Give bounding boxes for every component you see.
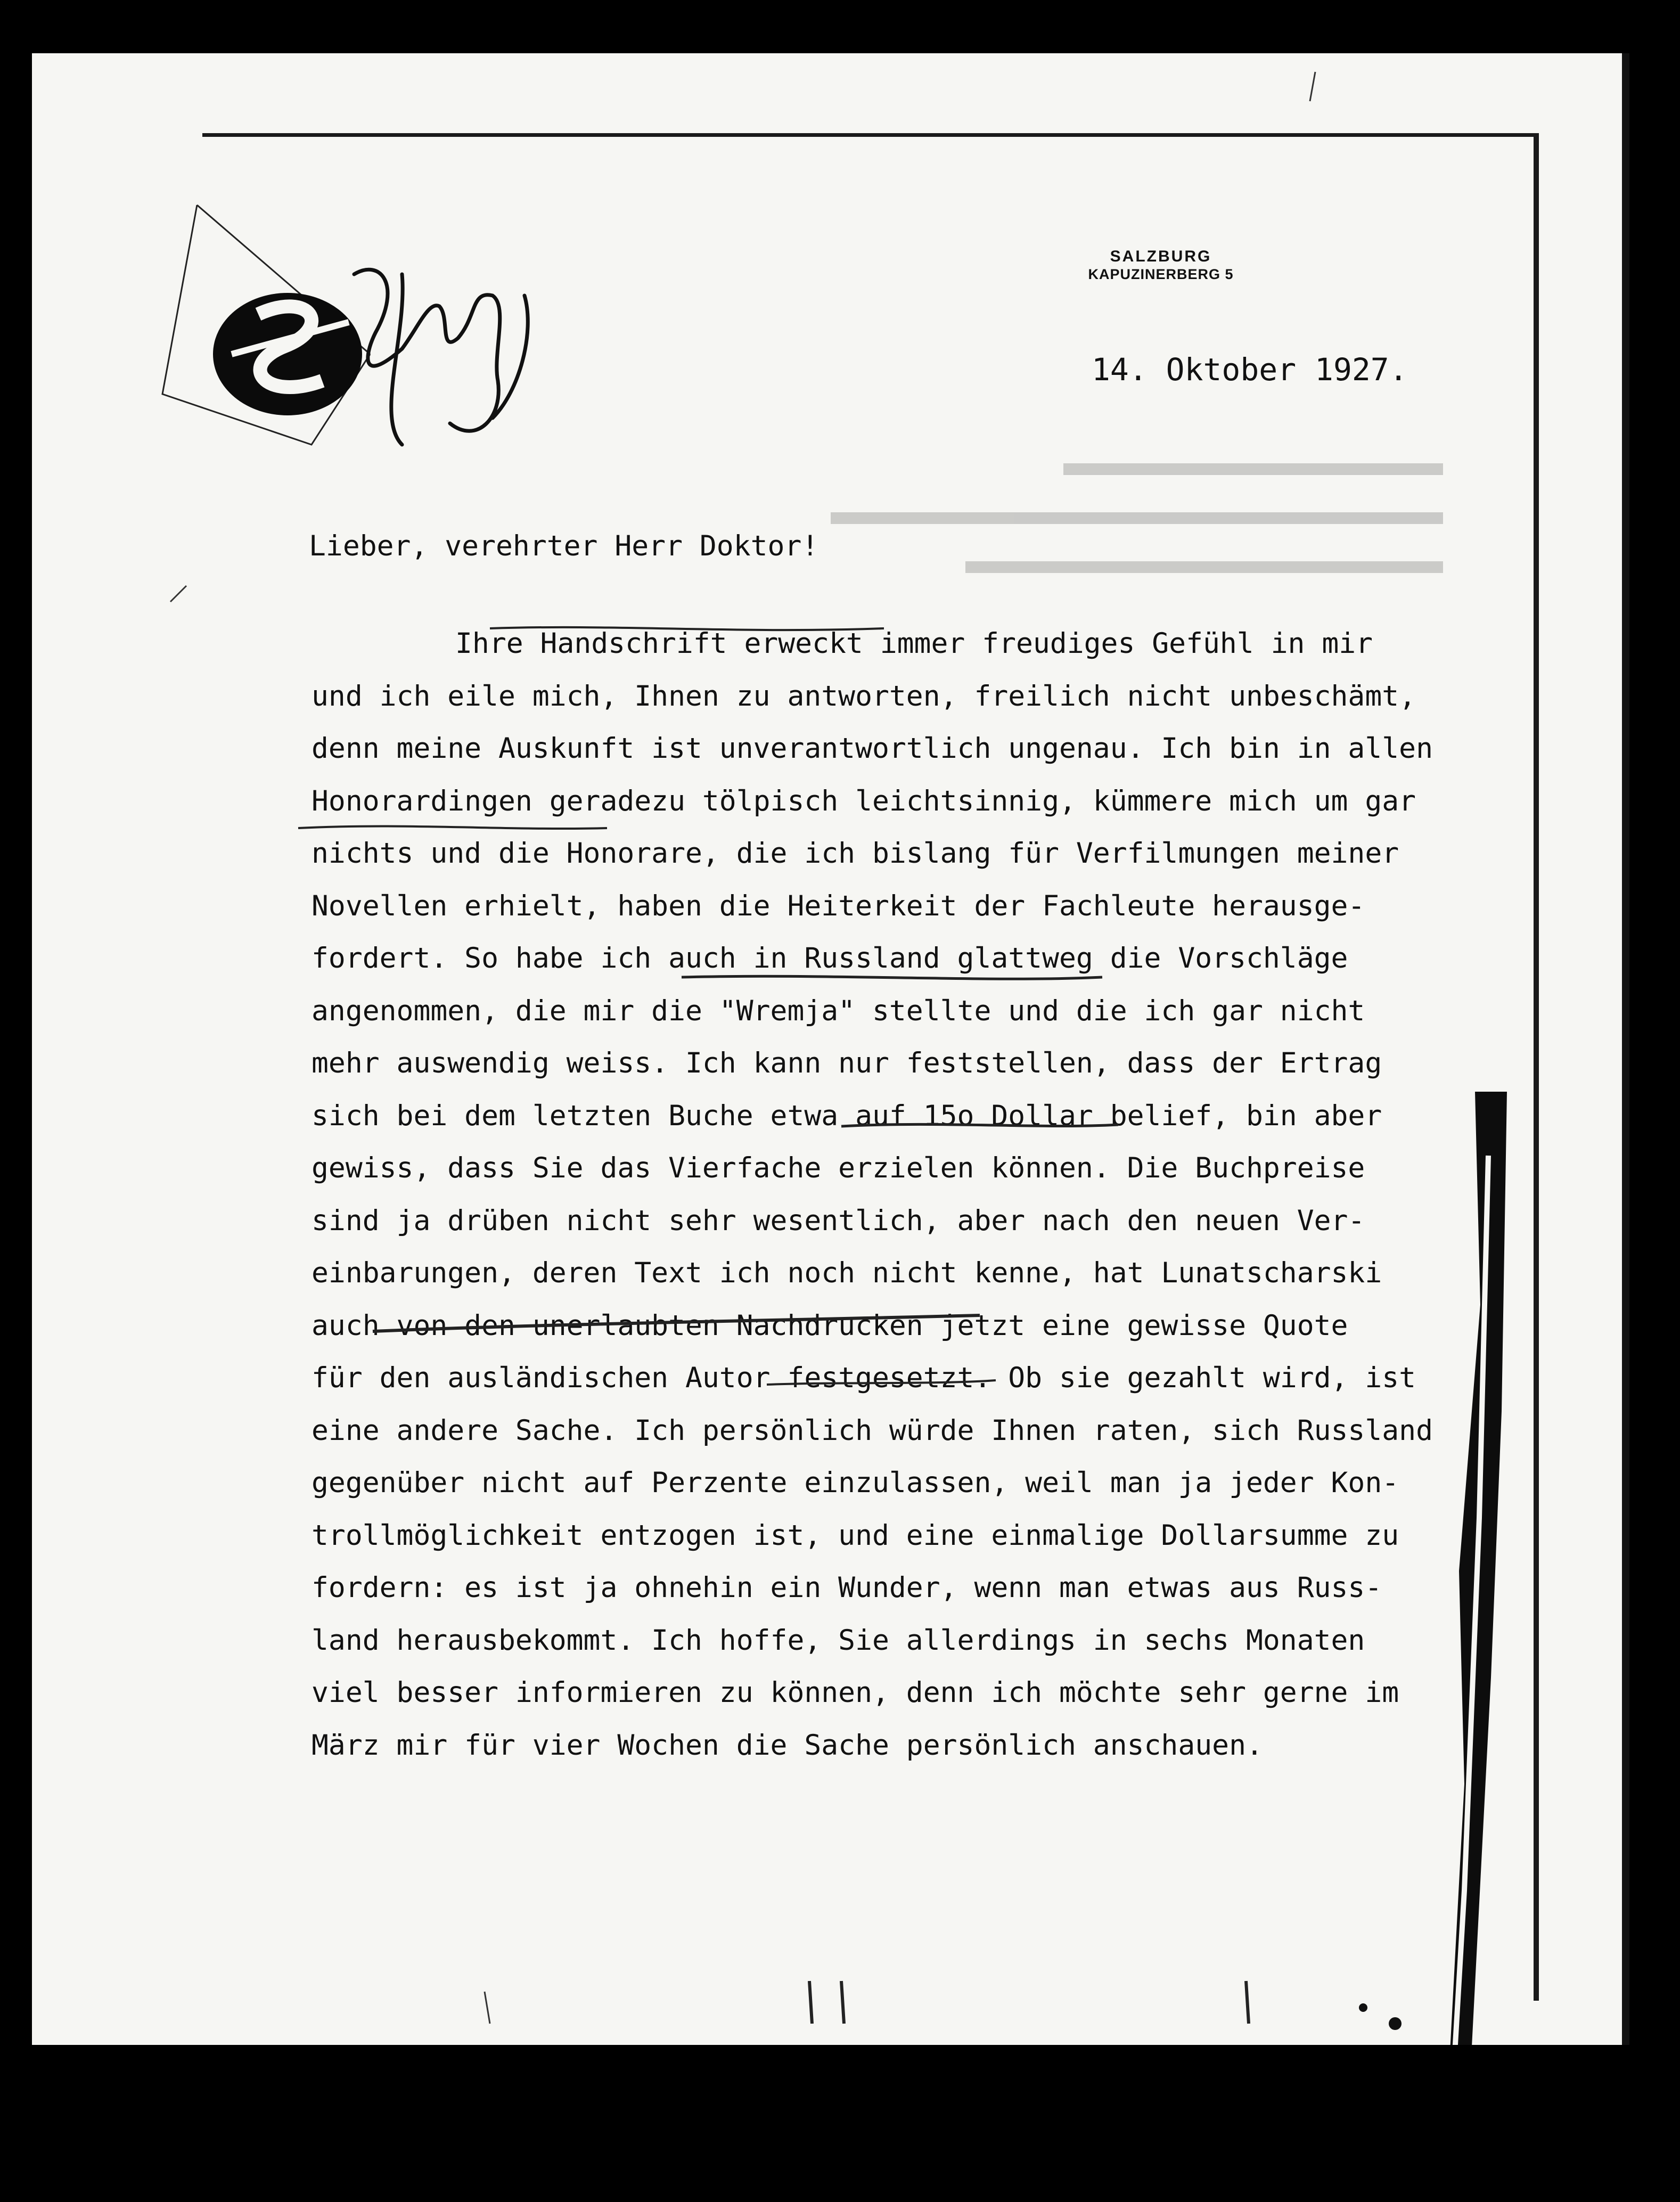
letter-page <box>32 53 1629 2045</box>
body-line: denn meine Auskunft ist unverantwortlich ungenau. Ich bin in allen <box>312 732 1433 765</box>
body-line: einbarungen, deren Text ich noch nicht kenne, hat Lunatscharski <box>312 1257 1382 1289</box>
body-line: fordern: es ist ja ohnehin ein Wunder, wenn man etwas aus Russ- <box>312 1571 1382 1604</box>
bleed-through-text <box>831 463 1443 612</box>
body-line: viel besser informieren zu können, denn ich möchte sehr gerne im <box>312 1676 1399 1709</box>
body-line: auch von den unerlaubten Nachdrucken jetzt eine gewisse Quote <box>312 1309 1348 1342</box>
body-line: März mir für vier Wochen die Sache persönlich anschauen. <box>312 1729 1263 1762</box>
letter-body <box>312 618 1456 1772</box>
body-line: sich bei dem letzten Buche etwa auf 15o Dollar belief, bin aber <box>312 1099 1382 1132</box>
body-line: sind ja drüben nicht sehr wesentlich, aber nach den neuen Ver- <box>312 1204 1365 1237</box>
body-line: land herausbekommt. Ich hoffe, Sie allerdings in sechs Monaten <box>312 1624 1365 1657</box>
body-line: trollmöglichkeit entzogen ist, und eine einmalige Dollarsumme zu <box>312 1519 1399 1552</box>
body-line: gegenüber nicht auf Perzente einzulassen, weil man ja jeder Kon- <box>312 1467 1399 1499</box>
page-edge-shadow <box>1622 53 1629 2045</box>
paper-tear <box>1427 1092 1512 2045</box>
letterhead-address <box>1081 248 1241 283</box>
body-line: und ich eile mich, Ihnen zu antworten, freilich nicht unbeschämt, <box>312 680 1416 713</box>
body-line: angenommen, die mir die "Wremja" stellte und die ich gar nicht <box>312 994 1365 1027</box>
body-line: Honorardingen geradezu tölpisch leichtsinnig, kümmere mich um gar <box>312 784 1416 817</box>
body-line: gewiss, dass Sie das Vierfache erzielen können. Die Buchpreise <box>312 1152 1365 1184</box>
salutation: Lieber, verehrter Herr Doktor! <box>309 530 819 562</box>
body-line: mehr auswendig weiss. Ich kann nur feststellen, dass der Ertrag <box>312 1047 1382 1079</box>
letterhead-city: SALZBURG <box>1110 248 1212 265</box>
sz-monogram-logo <box>152 194 546 482</box>
body-line: eine andere Sache. Ich persönlich würde Ihnen raten, sich Russland <box>312 1414 1433 1447</box>
body-line: fordert. So habe ich auch in Russland glattweg die Vorschläge <box>312 942 1348 975</box>
body-line: Ihre Handschrift erweckt immer freudiges Gefühl in mir <box>455 627 1373 660</box>
signature-scrawl <box>354 269 528 445</box>
body-line: Novellen erhielt, haben die Heiterkeit der Fachleute herausge- <box>312 889 1365 922</box>
body-line: für den ausländischen Autor festgesetzt. Ob sie gezahlt wird, ist <box>312 1362 1416 1394</box>
body-line: nichts und die Honorare, die ich bislang für Verfilmungen meiner <box>312 837 1399 870</box>
letterhead-street: KAPUZINERBERG 5 <box>1088 266 1234 282</box>
letter-date: 14. Oktober 1927. <box>1092 351 1408 388</box>
